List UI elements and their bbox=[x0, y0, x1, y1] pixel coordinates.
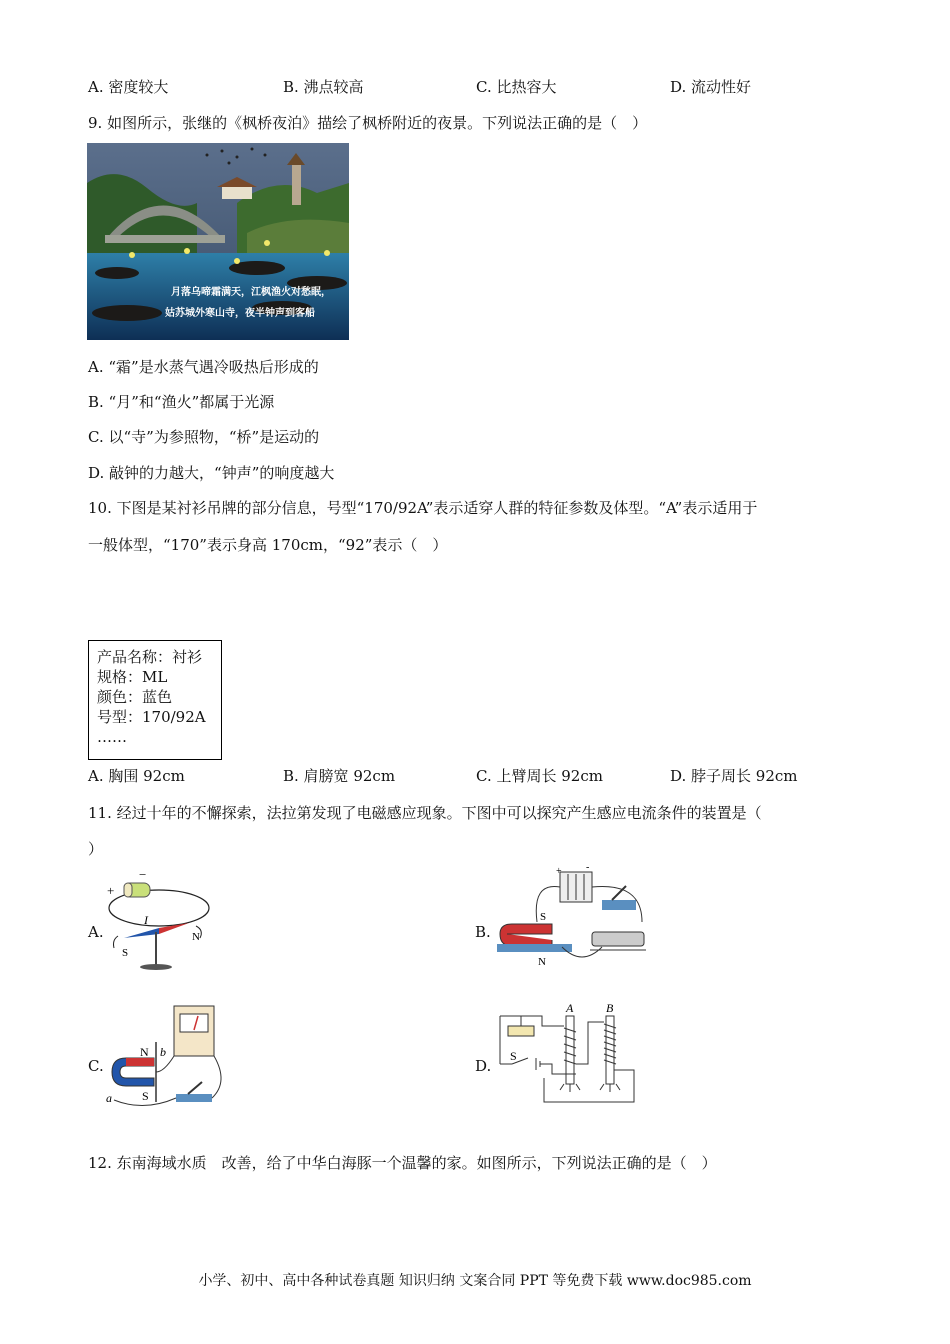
q8-option-b: B. 沸点较高 bbox=[283, 78, 364, 96]
q10-option-d: D. 脖子周长 92cm bbox=[670, 767, 798, 785]
q11-label-b: B. bbox=[475, 923, 491, 941]
a-n: N bbox=[192, 931, 200, 943]
b-n: N bbox=[538, 956, 546, 968]
a-current: I bbox=[144, 913, 148, 927]
c-b: b bbox=[160, 1045, 166, 1059]
q8-option-d: D. 流动性好 bbox=[670, 78, 752, 96]
maple-bridge-night-image bbox=[87, 143, 349, 340]
d-s: S bbox=[510, 1049, 517, 1063]
tag-ellipsis: …… bbox=[97, 728, 127, 746]
night-scene-illustration bbox=[87, 143, 349, 340]
q11-stem-line1: 11. 经过十年的不懈探索，法拉第发现了电磁感应现象。下图中可以探究产生感应电流条件的装置是（ bbox=[88, 804, 762, 822]
q9-option-a: A. “霜”是水蒸气遇冷吸热后形成的 bbox=[88, 358, 319, 376]
c-n: N bbox=[140, 1045, 149, 1059]
b-s: S bbox=[540, 911, 547, 923]
figure-a-oersted bbox=[104, 868, 224, 978]
q11-label-c: C. bbox=[88, 1057, 104, 1075]
a-s: S bbox=[122, 947, 129, 959]
q8-option-a: A. 密度较大 bbox=[88, 78, 169, 96]
q11-label-a: A. bbox=[88, 923, 104, 941]
figure-b-motor bbox=[492, 862, 652, 972]
q8-option-c: C. 比热容大 bbox=[476, 78, 557, 96]
tag-size: 号型：170/92A bbox=[97, 708, 206, 726]
q11-label-d: D. bbox=[475, 1057, 492, 1075]
q9-option-c: C. 以“寺”为参照物，“桥”是运动的 bbox=[88, 428, 320, 446]
d-a: A bbox=[566, 1001, 574, 1015]
tag-spec: 规格：ML bbox=[97, 668, 168, 686]
q10-stem-line1: 10. 下图是某衬衫吊牌的部分信息，号型“170/92A”表示适穿人群的特征参数及体型。“A”表示适用于 bbox=[88, 499, 758, 517]
q10-stem-line2: 一般体型，“170”表示身高 170cm，“92”表示（ ） bbox=[88, 536, 448, 554]
q10-option-b: B. 肩膀宽 92cm bbox=[283, 767, 396, 785]
c-s: S bbox=[142, 1089, 149, 1103]
d-b: B bbox=[606, 1001, 614, 1015]
q9-stem: 9. 如图所示，张继的《枫桥夜泊》描绘了枫桥附近的夜景。下列说法正确的是（ ） bbox=[88, 114, 648, 132]
q10-option-c: C. 上臂周长 92cm bbox=[476, 767, 603, 785]
b-minus: - bbox=[586, 862, 590, 873]
a-minus: − bbox=[139, 868, 147, 882]
q12-stem: 12. 东南海域水质 改善，给了中华白海豚一个温馨的家。如图所示，下列说法正确的是（ ） bbox=[88, 1154, 717, 1172]
q9-option-d: D. 敲钟的力越大，“钟声”的响度越大 bbox=[88, 464, 335, 482]
page-footer: 小学、初中、高中各种试卷真题 知识归纳 文案合同 PPT 等免费下载 www.doc985.com bbox=[198, 1273, 752, 1289]
poem-line-1: 月落乌啼霜满天，江枫渔火对愁眠， bbox=[171, 287, 331, 298]
q9-option-b: B. “月”和“渔火”都属于光源 bbox=[88, 393, 275, 411]
figure-c-induction bbox=[104, 1002, 234, 1112]
q11-stem-line2: ） bbox=[88, 840, 104, 858]
figure-d-electromagnets bbox=[492, 998, 642, 1108]
b-plus: + bbox=[556, 866, 562, 877]
tag-color: 颜色：蓝色 bbox=[97, 688, 173, 706]
q10-option-a: A. 胸围 92cm bbox=[88, 767, 185, 785]
tag-product-name: 产品名称：衬衫 bbox=[97, 648, 203, 666]
poem-line-2: 姑苏城外寒山寺，夜半钟声到客船 bbox=[165, 308, 315, 319]
a-plus: + bbox=[107, 883, 115, 898]
c-a: a bbox=[106, 1091, 112, 1105]
shirt-tag bbox=[88, 640, 222, 760]
